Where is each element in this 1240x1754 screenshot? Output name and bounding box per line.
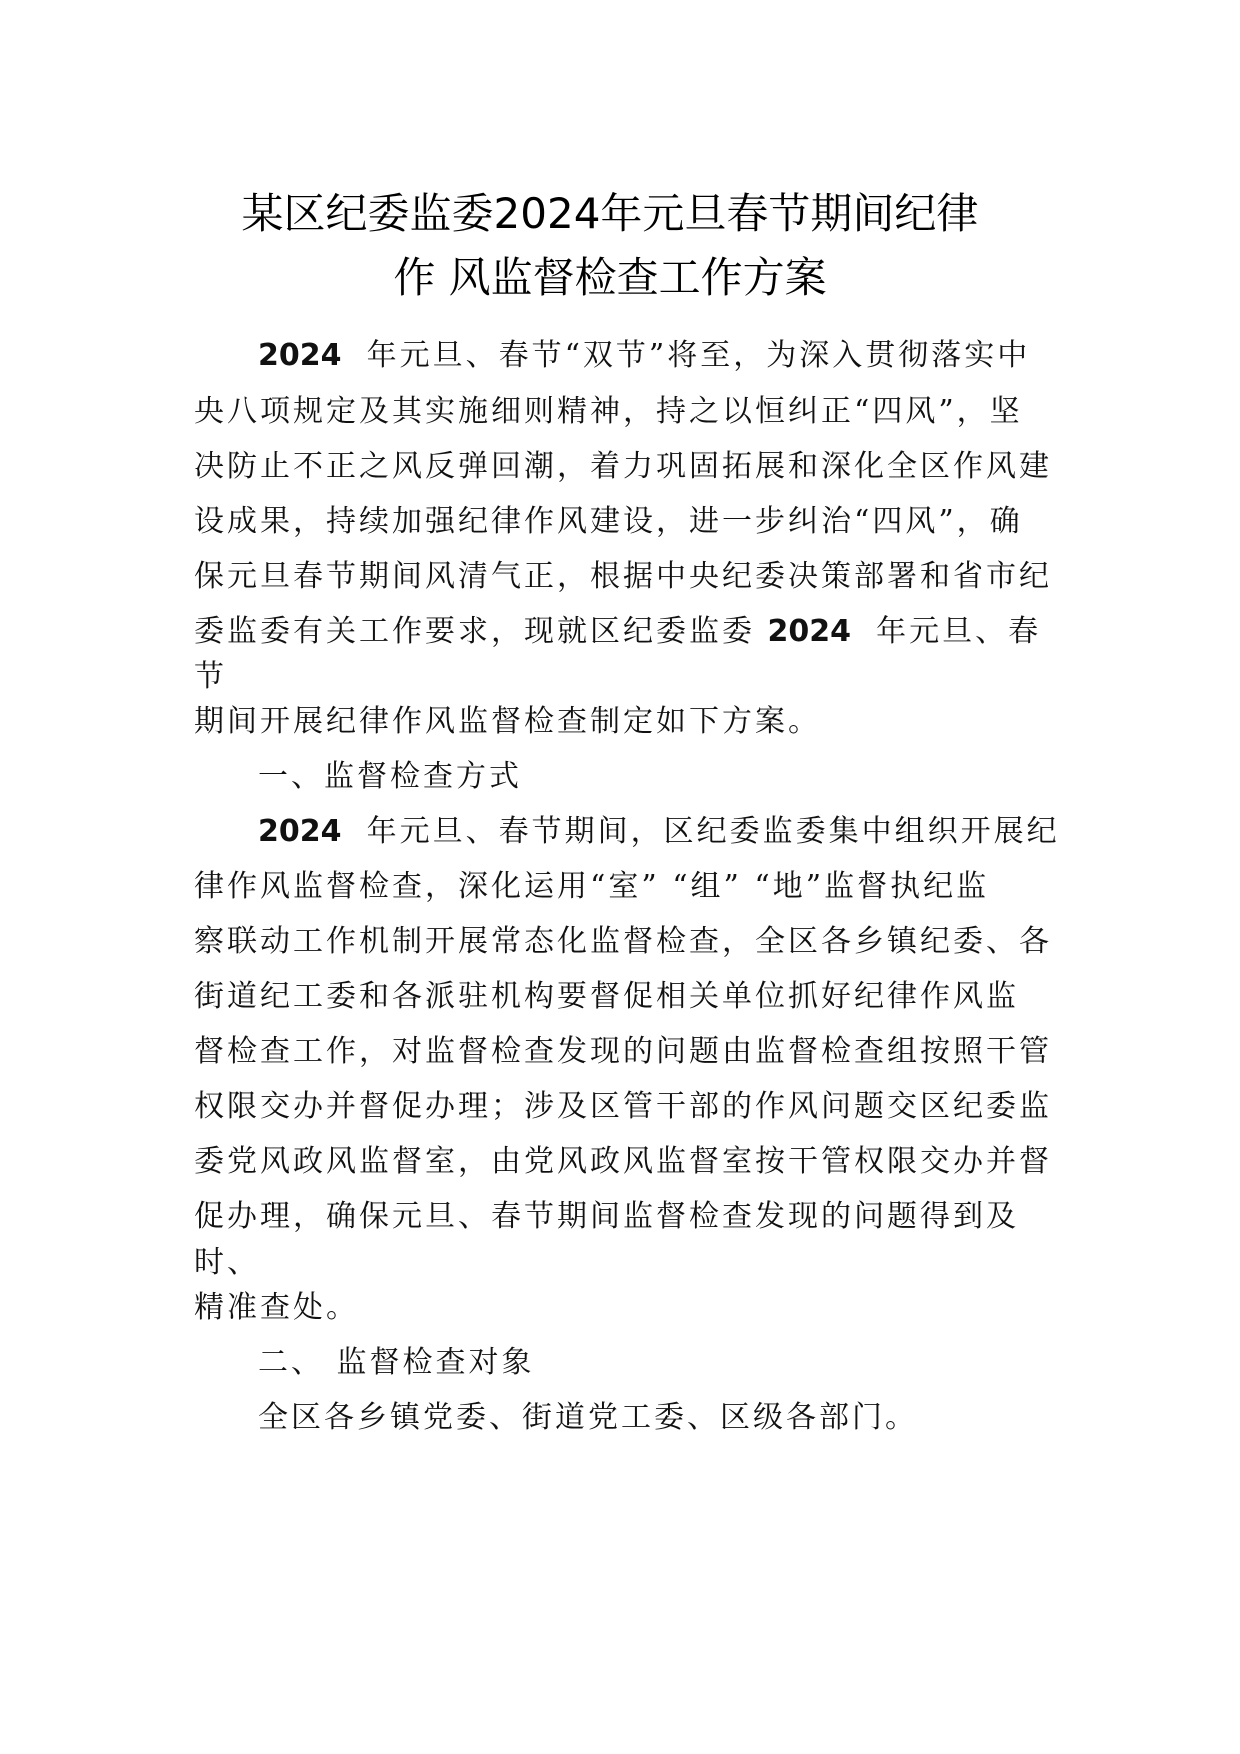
section-1-heading: 一、监督检查方式 (258, 759, 522, 794)
section-1-line-1-text: 年元旦、春节期间，区纪委监委集中组织开展纪 (366, 814, 1060, 849)
intro-line-8: 期间开展纪律作风监督检查制定如下方案。 (194, 704, 821, 739)
intro-line-4: 设成果，持续加强纪律作风建设，进一步纠治“四风”，确 (194, 504, 1023, 539)
year-number: 2024 (767, 614, 852, 649)
section-1-line-6: 权限交办并督促办理；涉及区管干部的作风问题交区纪委监 (194, 1089, 1052, 1124)
section-2-heading: 二、 监督检查对象 (258, 1345, 535, 1380)
intro-line-6 (194, 612, 1041, 652)
section-1-line-2: 律作风监督检查，深化运用“室” “组” “地”监督执纪监 (194, 869, 990, 904)
intro-line-7: 节 (194, 659, 227, 694)
document-title (150, 182, 1070, 310)
section-1-line-5: 督检查工作，对监督检查发现的问题由监督检查组按照干管 (194, 1034, 1052, 1069)
section-2-text: 全区各乡镇党委、街道党工委、区级各部门。 (258, 1400, 918, 1435)
title-line-2: 作 风监督检查工作方案 (393, 253, 827, 302)
intro-line-1-text: 年元旦、春节“双节”将至，为深入贯彻落实中 (366, 338, 1031, 373)
section-1-line-9: 时、 (194, 1245, 260, 1280)
section-1-line-1 (258, 812, 1060, 852)
intro-line-6-text: 委监委有关工作要求，现就区纪委监委 (194, 614, 755, 649)
section-1-line-4: 街道纪工委和各派驻机构要督促相关单位抓好纪律作风监 (194, 979, 1019, 1014)
section-1-line-10: 精准查处。 (194, 1290, 359, 1325)
year-number: 2024 (258, 814, 342, 849)
intro-line-5: 保元旦春节期间风清气正，根据中央纪委决策部署和省市纪 (194, 559, 1052, 594)
intro-line-6-text-after: 年元旦、春 (876, 614, 1042, 649)
section-1-line-7: 委党风政风监督室，由党风政风监督室按干管权限交办并督 (194, 1144, 1052, 1179)
year-number: 2024 (258, 338, 342, 373)
intro-line-2: 央八项规定及其实施细则精神，持之以恒纠正“四风”，坚 (194, 394, 1023, 429)
intro-line-1 (258, 336, 1030, 376)
section-1-line-8: 促办理，确保元旦、春节期间监督检查发现的问题得到及 (194, 1199, 1019, 1234)
title-line-1: 某区纪委监委2024年元旦春节期间纪律 (241, 189, 979, 238)
intro-line-3: 决防止不正之风反弹回潮，着力巩固拓展和深化全区作风建 (194, 449, 1052, 484)
section-1-line-3: 察联动工作机制开展常态化监督检查，全区各乡镇纪委、各 (194, 924, 1052, 959)
